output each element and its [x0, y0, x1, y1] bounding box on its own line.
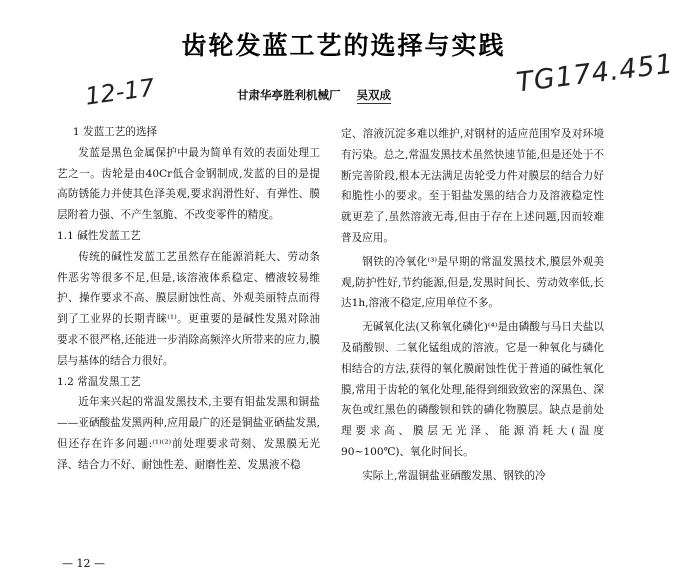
section-heading-1-2: 1.2 常温发黑工艺: [57, 375, 141, 388]
handwritten-date-note: 12-17: [83, 73, 157, 111]
paragraph: 钢铁的冷氧化⁽³⁾是早期的常温发黑技术,膜层外观美观,防护性好,节约能源,但是,发黑时间长、劳动效率低,长达1h,溶液不稳定,应用单位不多。: [341, 255, 604, 310]
section-heading-1: 1 发蓝工艺的选择: [72, 126, 158, 138]
section-heading-1-1: 1.1 碱性发蓝工艺: [57, 229, 141, 242]
paragraph: 发蓝是黑色金属保护中最为简单有效的表面处理工艺之一。齿轮是由40Cr低合金钢制成,发蓝的目的是提高防锈能力并使其色泽美观,要求润滑性好、有弹性、膜层附着力强、不产生氢脆、不改变零件的精度。: [57, 146, 320, 222]
paragraph: 实际上,常温铜盐亚硒酸发黑、钢铁的冷: [362, 469, 546, 482]
paragraph: 无碱氧化法(又称氧化磷化)⁽⁴⁾是由磷酸与马日夫盐以及硝酸钡、二氧化锰组成的溶液。它是一种氧化与磷化相结合的方法,获得的氧化膜耐蚀性优于普通的碱性氧化膜,常用于齿轮的氧化处理,能得到细致致密的深黑色、深灰色或红黑色的磷酸钡和铁的磷化物膜层。缺点是前处理要求高、膜层无光泽、能源消耗大(温度90~100℃)、氧化时间长。: [341, 321, 604, 458]
byline: [237, 87, 391, 103]
article-title: 齿轮发蓝工艺的选择与实践: [181, 31, 506, 60]
handwritten-classification-code: TG174.451: [514, 48, 676, 99]
page-number: — 12 —: [62, 557, 105, 570]
paragraph: 近年来兴起的常温发黑技术,主要有钼盐发黑和铜盐——亚硒酸盐发黑两种,应用最广的还是铜盐亚硒盐发黑,但还存在许多问题:⁽¹⁾⁽²⁾前处理要求苛刻、发黑膜无光泽、结合力不好、耐蚀性差、耐磨性差、发黑液不稳: [57, 396, 320, 471]
paragraph: 传统的碱性发蓝工艺虽然存在能源消耗大、劳动条件恶劣等很多不足,但是,该溶液体系稳定、槽液较易维护、操作要求不高、膜层耐蚀性高、外观美丽特点而得到了工业界的长期青睐⁽¹⁾。更重要的是碱性发黑对除油要求不很严格,还能进一步消除高频淬火所带来的应力,膜层与基体的结合力很好。: [57, 250, 320, 367]
paragraph: 定、溶液沉淀多难以维护,对钢材的适应范围窄及对环境有污染。总之,常温发黑技术虽然快速节能,但是还处于不断完善阶段,根本无法满足齿轮受力件对膜层的结合力好和脆性小的要求。至于钼盐发黑的结合力及溶液稳定性就更差了,虽然溶液无毒,但由于存在上述问题,因而较难普及应用。: [341, 128, 604, 244]
byline-organization: 甘肃华亭胜利机械厂: [237, 88, 341, 102]
right-column: [341, 124, 604, 487]
left-column: [57, 122, 320, 476]
byline-author: 吴双成: [356, 88, 392, 102]
